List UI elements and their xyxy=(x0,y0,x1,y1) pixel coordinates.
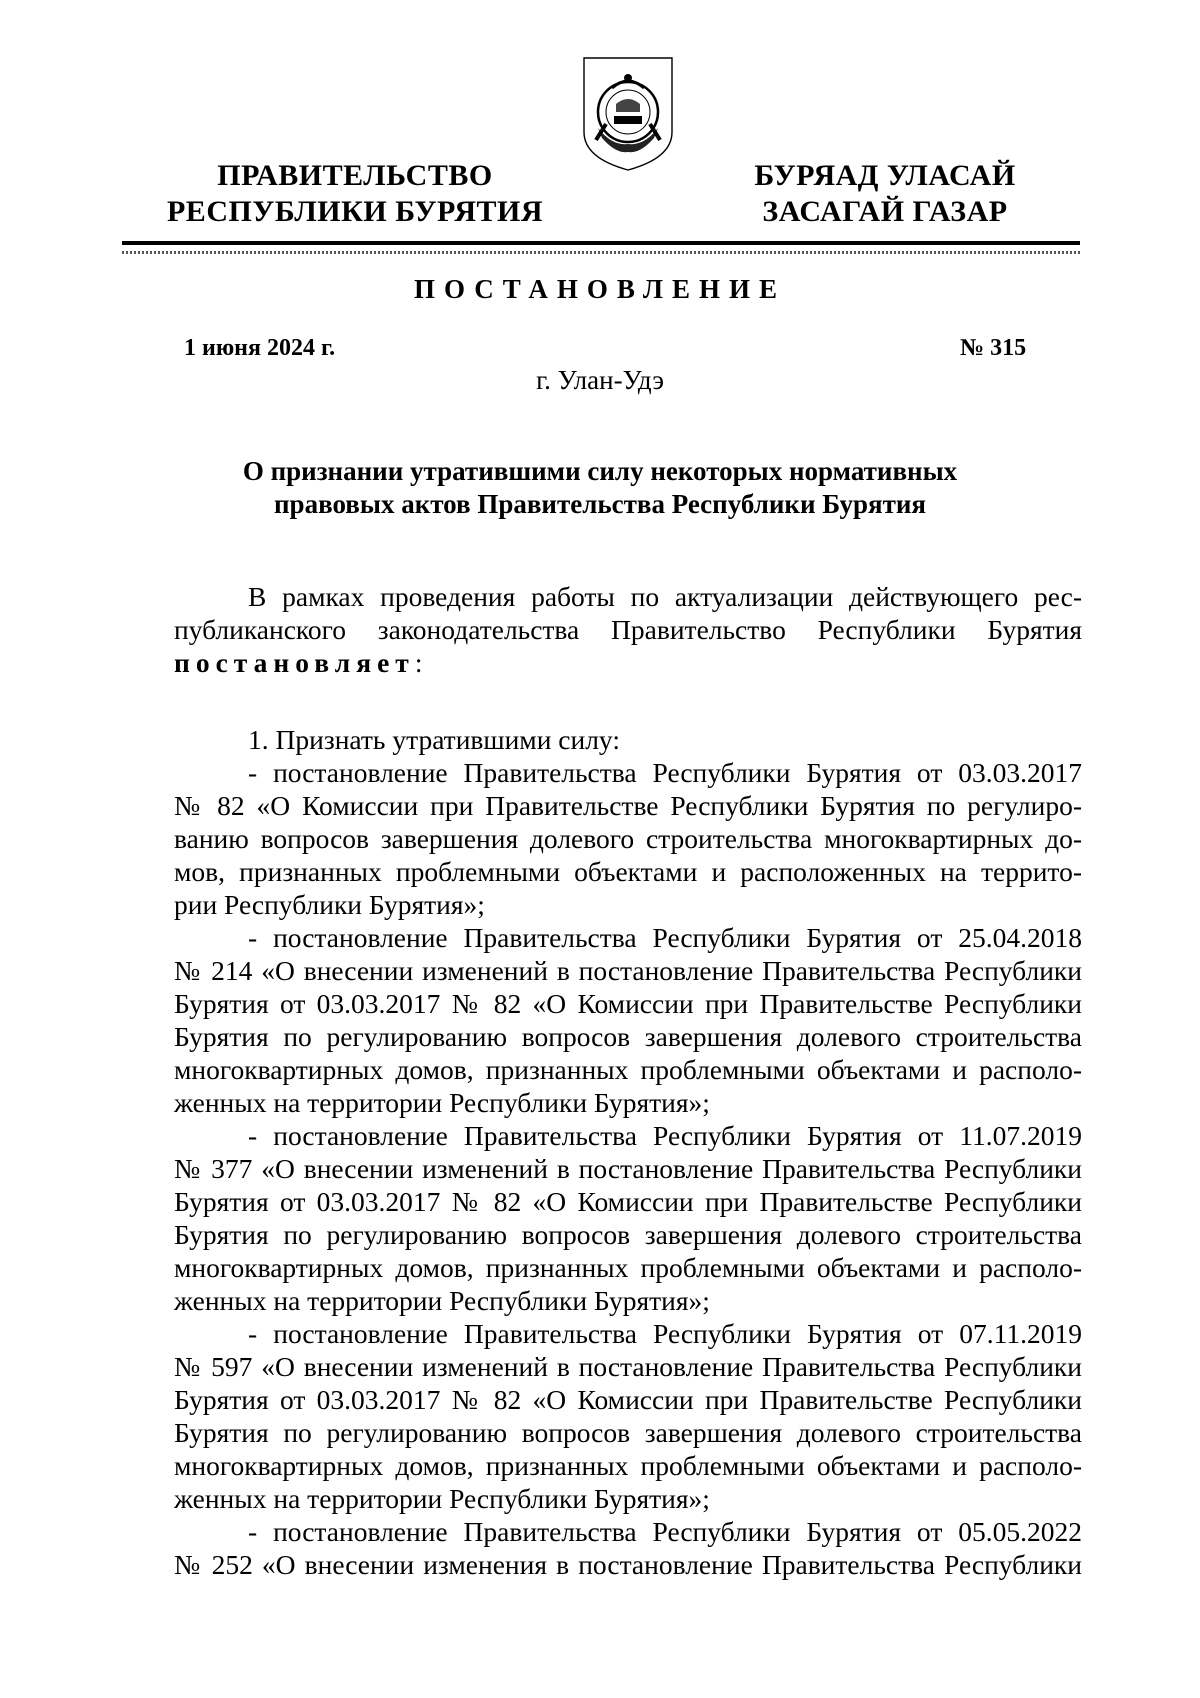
body-line: № 597 «О внесении изменений в постановление Правительства Республики xyxy=(174,1351,1082,1382)
document-body xyxy=(174,580,1082,1581)
body-line: - постановление Правительства Республики Бурятия от 11.07.2019 xyxy=(248,1120,1082,1151)
body-line: 1. Признать утратившими силу: xyxy=(248,724,620,755)
body-line: мов, признанных проблемными объектами и расположенных на террито- xyxy=(174,856,1082,887)
coat-of-arms-icon xyxy=(578,54,678,174)
body-line: многоквартирных домов, признанных проблемными объектами и располо- xyxy=(174,1252,1082,1283)
document-date: 1 июня 2024 г. xyxy=(184,335,336,361)
body-line: женных на территории Республики Бурятия»; xyxy=(174,1087,710,1118)
body-line: В рамках проведения работы по актуализации действующего рес- xyxy=(248,581,1082,612)
body-line: ванию вопросов завершения долевого строительства многоквартирных до- xyxy=(174,823,1082,854)
body-line: многоквартирных домов, признанных проблемными объектами и располо- xyxy=(174,1054,1082,1085)
body-line: женных на территории Республики Бурятия»; xyxy=(174,1285,710,1316)
body-line: Бурятия от 03.03.2017 № 82 «О Комиссии при Правительстве Республики xyxy=(174,988,1082,1019)
body-line: женных на территории Республики Бурятия»; xyxy=(174,1483,710,1514)
body-line: - постановление Правительства Республики Бурятия от 05.05.2022 xyxy=(248,1516,1082,1547)
body-line: Бурятия от 03.03.2017 № 82 «О Комиссии при Правительстве Республики xyxy=(174,1186,1082,1217)
resolves-word: постановляет xyxy=(174,647,415,678)
body-line: - постановление Правительства Республики Бурятия от 07.11.2019 xyxy=(248,1318,1082,1349)
body-line: Бурятия по регулированию вопросов завершения долевого строительства xyxy=(174,1219,1082,1250)
issuer-name-buryat xyxy=(730,158,1040,230)
body-line: № 214 «О внесении изменений в постановление Правительства Республики xyxy=(174,955,1082,986)
body-line: № 82 «О Комиссии при Правительстве Республики Бурятия по регулиро- xyxy=(174,790,1082,821)
document-type: ПОСТАНОВЛЕНИЕ xyxy=(413,274,787,304)
body-line: № 377 «О внесении изменений в постановление Правительства Республики xyxy=(174,1153,1082,1184)
issuer-line: БУРЯАД УЛАСАЙ xyxy=(754,159,1016,192)
header-divider-thin xyxy=(122,251,1080,254)
resolves-colon: : xyxy=(414,647,423,678)
document-city: г. Улан-Удэ xyxy=(536,365,664,395)
body-line: многоквартирных домов, признанных проблемными объектами и располо- xyxy=(174,1450,1082,1481)
title-line: О признании утратившими силу некоторых нормативных xyxy=(242,456,958,486)
issuer-line: РЕСПУБЛИКИ БУРЯТИЯ xyxy=(166,195,544,228)
issuer-line: ЗАСАГАЙ ГАЗАР xyxy=(762,195,1008,228)
body-lines xyxy=(174,723,1082,1581)
document-number: № 315 xyxy=(960,335,1027,361)
issuer-line: ПРАВИТЕЛЬСТВО xyxy=(217,159,493,192)
body-line: Бурятия по регулированию вопросов завершения долевого строительства xyxy=(174,1417,1082,1448)
header-divider xyxy=(122,241,1080,245)
body-line: публиканского законодательства Правительство Республики Бурятия xyxy=(174,614,1082,645)
title-line: правовых актов Правительства Республики Бурятия xyxy=(274,489,926,519)
body-line: рии Республики Бурятия»; xyxy=(174,889,485,920)
body-line: - постановление Правительства Республики Бурятия от 25.04.2018 xyxy=(248,922,1082,953)
resolves-line xyxy=(174,646,1082,679)
body-line: Бурятия по регулированию вопросов завершения долевого строительства xyxy=(174,1021,1082,1052)
body-line: Бурятия от 03.03.2017 № 82 «О Комиссии при Правительстве Республики xyxy=(174,1384,1082,1415)
document-title xyxy=(150,455,1050,521)
body-line: - постановление Правительства Республики Бурятия от 03.03.2017 xyxy=(248,757,1082,788)
paragraph-gap xyxy=(174,679,1082,723)
body-line: № 252 «О внесении изменения в постановление Правительства Республики xyxy=(174,1549,1082,1580)
issuer-name-russian xyxy=(160,158,550,230)
